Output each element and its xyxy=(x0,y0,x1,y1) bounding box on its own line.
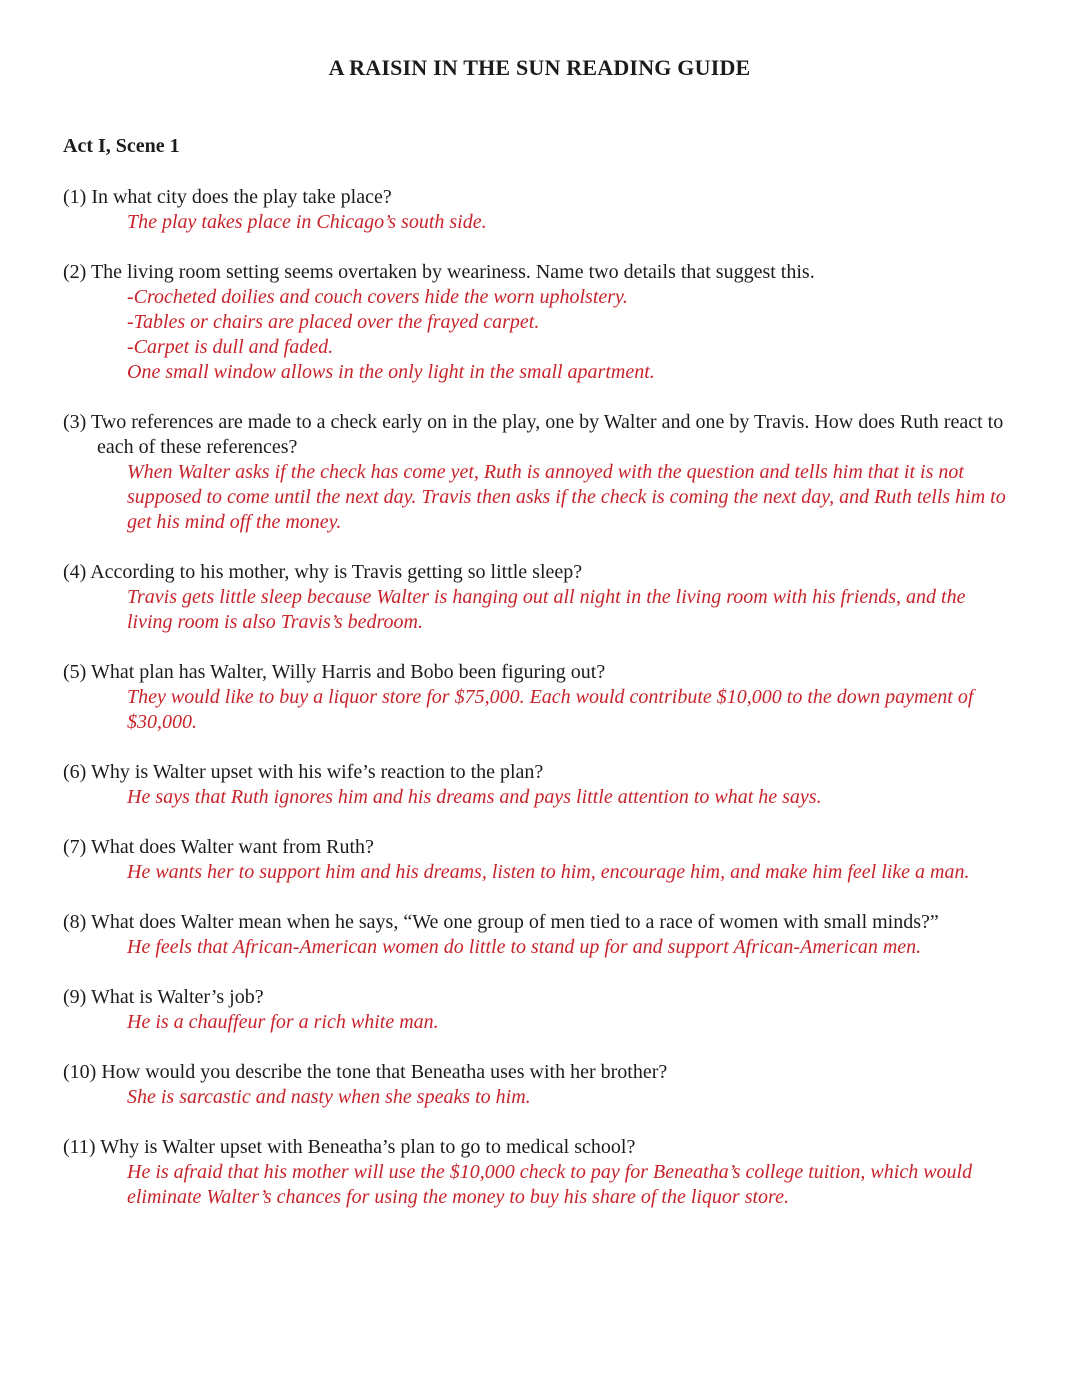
answer-text: Travis gets little sleep because Walter is hanging out all night in the living room with his friends, and the living room is also Travis’s bedroom. xyxy=(127,586,966,633)
answer-text: The play takes place in Chicago’s south side. xyxy=(127,211,487,233)
answer-text: He is a chauffeur for a rich white man. xyxy=(127,1011,439,1033)
question-list xyxy=(63,185,1016,1210)
answer-text: -Crocheted doilies and couch covers hide the worn upholstery. xyxy=(127,286,628,308)
qa-block xyxy=(63,185,1016,235)
answer-group xyxy=(127,285,1016,385)
answer-group xyxy=(127,460,1016,535)
section-heading: Act I, Scene 1 xyxy=(63,135,180,157)
answer-text: He is afraid that his mother will use the $10,000 check to pay for Beneatha’s college tuition, which would eliminate Walter’s chances for using the money to buy his share of the liquor store. xyxy=(127,1161,973,1208)
qa-block xyxy=(63,910,1016,960)
qa-block xyxy=(63,1135,1016,1210)
answer-group xyxy=(127,1085,1016,1110)
qa-block xyxy=(63,660,1016,735)
qa-block xyxy=(63,410,1016,535)
question-text: (1) In what city does the play take place? xyxy=(63,186,392,208)
answer-text: She is sarcastic and nasty when she speaks to him. xyxy=(127,1086,531,1108)
qa-block xyxy=(63,560,1016,635)
qa-block xyxy=(63,985,1016,1035)
question-text: (8) What does Walter mean when he says, “We one group of men tied to a race of women with small minds?” xyxy=(63,911,939,933)
question-text: (10) How would you describe the tone that Beneatha uses with her brother? xyxy=(63,1061,668,1083)
answer-text: -Carpet is dull and faded. xyxy=(127,336,334,358)
answer-text: He feels that African-American women do little to stand up for and support African-American men. xyxy=(127,936,922,958)
question-text: (2) The living room setting seems overtaken by weariness. Name two details that suggest this. xyxy=(63,261,815,283)
answer-group xyxy=(127,1010,1016,1035)
answer-group xyxy=(127,585,1016,635)
answer-text: One small window allows in the only light in the small apartment. xyxy=(127,361,655,383)
answer-text: They would like to buy a liquor store for $75,000. Each would contribute $10,000 to the down payment of $30,000. xyxy=(127,686,974,733)
answer-text: -Tables or chairs are placed over the frayed carpet. xyxy=(127,311,540,333)
qa-block xyxy=(63,835,1016,885)
question-text: (4) According to his mother, why is Travis getting so little sleep? xyxy=(63,561,583,583)
document-title: A RAISIN IN THE SUN READING GUIDE xyxy=(328,55,751,80)
answer-text: He wants her to support him and his dreams, listen to him, encourage him, and make him feel like a man. xyxy=(127,861,970,883)
answer-group xyxy=(127,1160,1016,1210)
answer-group xyxy=(127,210,1016,235)
question-text: (11) Why is Walter upset with Beneatha’s plan to go to medical school? xyxy=(63,1136,636,1158)
answer-group xyxy=(127,785,1016,810)
qa-block xyxy=(63,260,1016,385)
question-text: (5) What plan has Walter, Willy Harris and Bobo been figuring out? xyxy=(63,661,606,683)
question-text: (9) What is Walter’s job? xyxy=(63,986,264,1008)
qa-block xyxy=(63,1060,1016,1110)
answer-text: When Walter asks if the check has come yet, Ruth is annoyed with the question and tells him that it is not supposed to come until the next day. Travis then asks if the check is coming the next day, and Ruth tells him to get his mind off the money. xyxy=(127,461,1006,533)
question-text: (6) Why is Walter upset with his wife’s reaction to the plan? xyxy=(63,761,544,783)
question-text: (7) What does Walter want from Ruth? xyxy=(63,836,374,858)
question-text: (3) Two references are made to a check early on in the play, one by Walter and one by Travis. How does Ruth react to each of these references? xyxy=(63,411,1004,458)
answer-text: He says that Ruth ignores him and his dreams and pays little attention to what he says. xyxy=(127,786,822,808)
qa-block xyxy=(63,760,1016,810)
answer-group xyxy=(127,860,1016,885)
answer-group xyxy=(127,685,1016,735)
answer-group xyxy=(127,935,1016,960)
